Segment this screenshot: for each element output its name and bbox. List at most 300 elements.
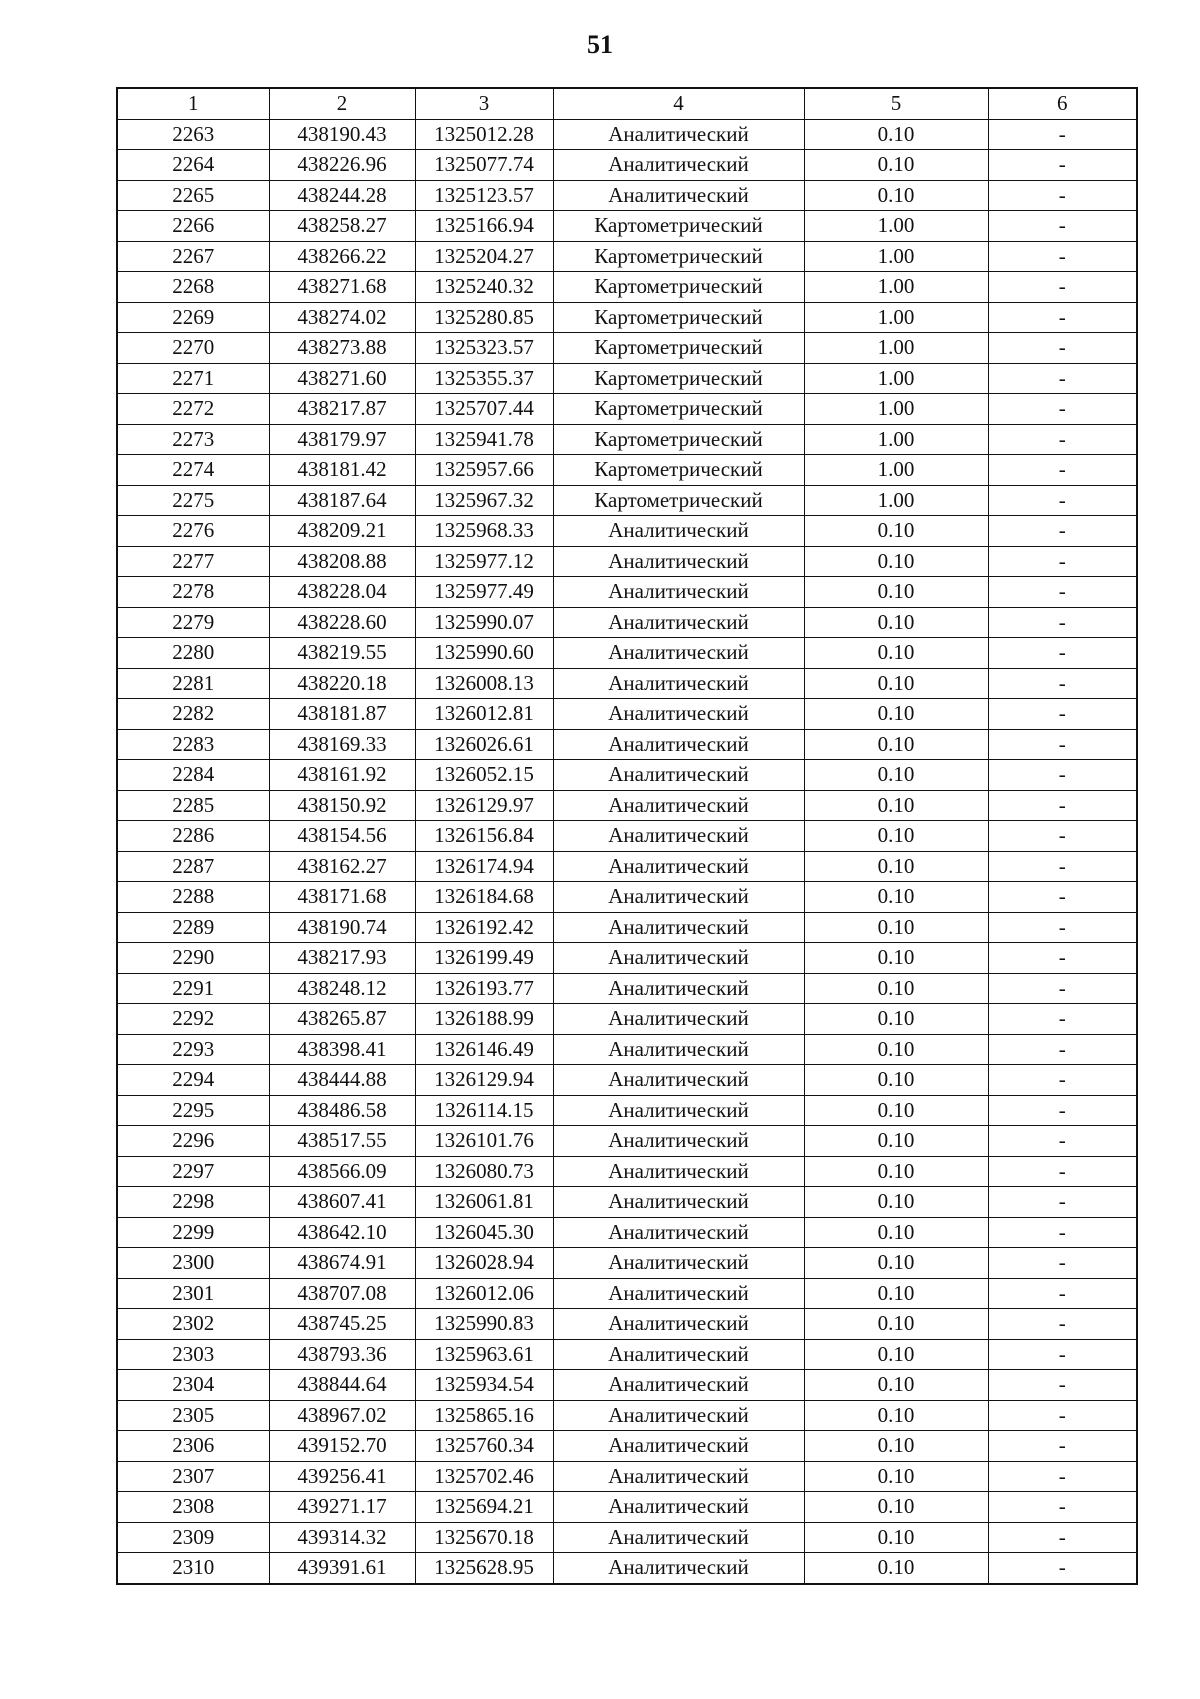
method-cell: Аналитический — [553, 851, 804, 882]
method-cell: Картометрический — [553, 211, 804, 242]
y-coordinate-cell: 1325012.28 — [415, 119, 553, 150]
note-cell: - — [988, 516, 1137, 547]
y-coordinate-cell: 1325077.74 — [415, 150, 553, 181]
x-coordinate-cell: 438265.87 — [269, 1004, 415, 1035]
note-cell: - — [988, 699, 1137, 730]
method-cell: Аналитический — [553, 1370, 804, 1401]
x-coordinate-cell: 438209.21 — [269, 516, 415, 547]
point-number-cell: 2281 — [117, 668, 269, 699]
note-cell: - — [988, 1431, 1137, 1462]
y-coordinate-cell: 1326184.68 — [415, 882, 553, 913]
x-coordinate-cell: 438274.02 — [269, 302, 415, 333]
accuracy-cell: 1.00 — [804, 333, 988, 364]
point-number-cell: 2304 — [117, 1370, 269, 1401]
table-row — [117, 1278, 1137, 1309]
y-coordinate-cell: 1325990.60 — [415, 638, 553, 669]
note-cell: - — [988, 1065, 1137, 1096]
point-number-cell: 2282 — [117, 699, 269, 730]
accuracy-cell: 0.10 — [804, 790, 988, 821]
note-cell: - — [988, 1309, 1137, 1340]
method-cell: Картометрический — [553, 485, 804, 516]
accuracy-cell: 0.10 — [804, 1553, 988, 1584]
method-cell: Аналитический — [553, 668, 804, 699]
coordinates-table — [116, 87, 1138, 1585]
y-coordinate-cell: 1326188.99 — [415, 1004, 553, 1035]
point-number-cell: 2293 — [117, 1034, 269, 1065]
note-cell: - — [988, 119, 1137, 150]
method-cell: Аналитический — [553, 943, 804, 974]
x-coordinate-cell: 439256.41 — [269, 1461, 415, 1492]
point-number-cell: 2292 — [117, 1004, 269, 1035]
y-coordinate-cell: 1326156.84 — [415, 821, 553, 852]
x-coordinate-cell: 438187.64 — [269, 485, 415, 516]
accuracy-cell: 1.00 — [804, 272, 988, 303]
note-cell: - — [988, 1522, 1137, 1553]
accuracy-cell: 1.00 — [804, 363, 988, 394]
accuracy-cell: 1.00 — [804, 455, 988, 486]
accuracy-cell: 1.00 — [804, 394, 988, 425]
note-cell: - — [988, 668, 1137, 699]
point-number-cell: 2284 — [117, 760, 269, 791]
y-coordinate-cell: 1326012.06 — [415, 1278, 553, 1309]
note-cell: - — [988, 424, 1137, 455]
point-number-cell: 2294 — [117, 1065, 269, 1096]
accuracy-cell: 0.10 — [804, 150, 988, 181]
table-row — [117, 943, 1137, 974]
y-coordinate-cell: 1325628.95 — [415, 1553, 553, 1584]
x-coordinate-cell: 438517.55 — [269, 1126, 415, 1157]
note-cell: - — [988, 790, 1137, 821]
accuracy-cell: 1.00 — [804, 211, 988, 242]
y-coordinate-cell: 1325355.37 — [415, 363, 553, 394]
x-coordinate-cell: 438179.97 — [269, 424, 415, 455]
y-coordinate-cell: 1326192.42 — [415, 912, 553, 943]
y-coordinate-cell: 1326012.81 — [415, 699, 553, 730]
table-row — [117, 394, 1137, 425]
method-cell: Аналитический — [553, 119, 804, 150]
method-cell: Аналитический — [553, 516, 804, 547]
method-cell: Аналитический — [553, 1492, 804, 1523]
x-coordinate-cell: 438844.64 — [269, 1370, 415, 1401]
note-cell: - — [988, 1217, 1137, 1248]
table-row — [117, 485, 1137, 516]
accuracy-cell: 1.00 — [804, 424, 988, 455]
point-number-cell: 2306 — [117, 1431, 269, 1462]
y-coordinate-cell: 1326129.94 — [415, 1065, 553, 1096]
point-number-cell: 2309 — [117, 1522, 269, 1553]
accuracy-cell: 0.10 — [804, 1187, 988, 1218]
note-cell: - — [988, 729, 1137, 760]
note-cell: - — [988, 638, 1137, 669]
table-row — [117, 729, 1137, 760]
x-coordinate-cell: 438190.43 — [269, 119, 415, 150]
note-cell: - — [988, 1339, 1137, 1370]
accuracy-cell: 0.10 — [804, 1370, 988, 1401]
point-number-cell: 2299 — [117, 1217, 269, 1248]
accuracy-cell: 0.10 — [804, 1309, 988, 1340]
note-cell: - — [988, 272, 1137, 303]
x-coordinate-cell: 438486.58 — [269, 1095, 415, 1126]
method-cell: Аналитический — [553, 1004, 804, 1035]
column-header: 3 — [415, 88, 553, 119]
y-coordinate-cell: 1325934.54 — [415, 1370, 553, 1401]
point-number-cell: 2297 — [117, 1156, 269, 1187]
point-number-cell: 2277 — [117, 546, 269, 577]
method-cell: Аналитический — [553, 607, 804, 638]
point-number-cell: 2264 — [117, 150, 269, 181]
accuracy-cell: 0.10 — [804, 912, 988, 943]
note-cell: - — [988, 150, 1137, 181]
table-row — [117, 516, 1137, 547]
method-cell: Аналитический — [553, 821, 804, 852]
accuracy-cell: 0.10 — [804, 760, 988, 791]
table-row — [117, 119, 1137, 150]
column-header: 2 — [269, 88, 415, 119]
method-cell: Аналитический — [553, 180, 804, 211]
y-coordinate-cell: 1326061.81 — [415, 1187, 553, 1218]
point-number-cell: 2272 — [117, 394, 269, 425]
x-coordinate-cell: 438219.55 — [269, 638, 415, 669]
method-cell: Аналитический — [553, 729, 804, 760]
table-header-row — [117, 88, 1137, 119]
method-cell: Аналитический — [553, 1400, 804, 1431]
point-number-cell: 2275 — [117, 485, 269, 516]
accuracy-cell: 0.10 — [804, 973, 988, 1004]
note-cell: - — [988, 607, 1137, 638]
note-cell: - — [988, 363, 1137, 394]
table-row — [117, 760, 1137, 791]
method-cell: Аналитический — [553, 1431, 804, 1462]
method-cell: Аналитический — [553, 1339, 804, 1370]
x-coordinate-cell: 438793.36 — [269, 1339, 415, 1370]
accuracy-cell: 0.10 — [804, 1248, 988, 1279]
accuracy-cell: 0.10 — [804, 1278, 988, 1309]
table-row — [117, 150, 1137, 181]
x-coordinate-cell: 438217.87 — [269, 394, 415, 425]
point-number-cell: 2279 — [117, 607, 269, 638]
table-row — [117, 1339, 1137, 1370]
x-coordinate-cell: 438171.68 — [269, 882, 415, 913]
table-row — [117, 577, 1137, 608]
y-coordinate-cell: 1326026.61 — [415, 729, 553, 760]
table-row — [117, 455, 1137, 486]
note-cell: - — [988, 455, 1137, 486]
x-coordinate-cell: 438642.10 — [269, 1217, 415, 1248]
point-number-cell: 2289 — [117, 912, 269, 943]
x-coordinate-cell: 438244.28 — [269, 180, 415, 211]
note-cell: - — [988, 1187, 1137, 1218]
y-coordinate-cell: 1325166.94 — [415, 211, 553, 242]
point-number-cell: 2300 — [117, 1248, 269, 1279]
y-coordinate-cell: 1326129.97 — [415, 790, 553, 821]
point-number-cell: 2307 — [117, 1461, 269, 1492]
y-coordinate-cell: 1325865.16 — [415, 1400, 553, 1431]
method-cell: Аналитический — [553, 1217, 804, 1248]
x-coordinate-cell: 438228.60 — [269, 607, 415, 638]
note-cell: - — [988, 912, 1137, 943]
x-coordinate-cell: 438208.88 — [269, 546, 415, 577]
note-cell: - — [988, 211, 1137, 242]
x-coordinate-cell: 439391.61 — [269, 1553, 415, 1584]
column-header: 4 — [553, 88, 804, 119]
accuracy-cell: 0.10 — [804, 577, 988, 608]
point-number-cell: 2271 — [117, 363, 269, 394]
table-row — [117, 1400, 1137, 1431]
note-cell: - — [988, 1461, 1137, 1492]
method-cell: Аналитический — [553, 1065, 804, 1096]
table-row — [117, 424, 1137, 455]
table-row — [117, 546, 1137, 577]
note-cell: - — [988, 333, 1137, 364]
method-cell: Аналитический — [553, 1034, 804, 1065]
y-coordinate-cell: 1325760.34 — [415, 1431, 553, 1462]
point-number-cell: 2268 — [117, 272, 269, 303]
y-coordinate-cell: 1325941.78 — [415, 424, 553, 455]
accuracy-cell: 0.10 — [804, 1339, 988, 1370]
y-coordinate-cell: 1326114.15 — [415, 1095, 553, 1126]
point-number-cell: 2276 — [117, 516, 269, 547]
method-cell: Аналитический — [553, 1156, 804, 1187]
point-number-cell: 2302 — [117, 1309, 269, 1340]
accuracy-cell: 0.10 — [804, 668, 988, 699]
method-cell: Картометрический — [553, 272, 804, 303]
x-coordinate-cell: 438674.91 — [269, 1248, 415, 1279]
method-cell: Аналитический — [553, 577, 804, 608]
method-cell: Картометрический — [553, 363, 804, 394]
y-coordinate-cell: 1325240.32 — [415, 272, 553, 303]
y-coordinate-cell: 1325990.07 — [415, 607, 553, 638]
method-cell: Аналитический — [553, 760, 804, 791]
accuracy-cell: 0.10 — [804, 1461, 988, 1492]
table-row — [117, 1034, 1137, 1065]
y-coordinate-cell: 1325977.12 — [415, 546, 553, 577]
accuracy-cell: 0.10 — [804, 851, 988, 882]
y-coordinate-cell: 1325990.83 — [415, 1309, 553, 1340]
y-coordinate-cell: 1325957.66 — [415, 455, 553, 486]
accuracy-cell: 0.10 — [804, 943, 988, 974]
note-cell: - — [988, 1400, 1137, 1431]
point-number-cell: 2301 — [117, 1278, 269, 1309]
x-coordinate-cell: 438181.87 — [269, 699, 415, 730]
y-coordinate-cell: 1325963.61 — [415, 1339, 553, 1370]
method-cell: Картометрический — [553, 424, 804, 455]
accuracy-cell: 0.10 — [804, 699, 988, 730]
table-row — [117, 1217, 1137, 1248]
x-coordinate-cell: 438266.22 — [269, 241, 415, 272]
y-coordinate-cell: 1326080.73 — [415, 1156, 553, 1187]
accuracy-cell: 0.10 — [804, 607, 988, 638]
column-header: 1 — [117, 88, 269, 119]
y-coordinate-cell: 1325977.49 — [415, 577, 553, 608]
table-row — [117, 821, 1137, 852]
accuracy-cell: 0.10 — [804, 1095, 988, 1126]
accuracy-cell: 0.10 — [804, 1492, 988, 1523]
point-number-cell: 2310 — [117, 1553, 269, 1584]
x-coordinate-cell: 438271.68 — [269, 272, 415, 303]
x-coordinate-cell: 438190.74 — [269, 912, 415, 943]
table-row — [117, 638, 1137, 669]
table-row — [117, 699, 1137, 730]
column-header: 5 — [804, 88, 988, 119]
x-coordinate-cell: 438228.04 — [269, 577, 415, 608]
note-cell: - — [988, 577, 1137, 608]
x-coordinate-cell: 438220.18 — [269, 668, 415, 699]
point-number-cell: 2266 — [117, 211, 269, 242]
y-coordinate-cell: 1325204.27 — [415, 241, 553, 272]
x-coordinate-cell: 438150.92 — [269, 790, 415, 821]
accuracy-cell: 0.10 — [804, 882, 988, 913]
x-coordinate-cell: 438217.93 — [269, 943, 415, 974]
table-row — [117, 272, 1137, 303]
point-number-cell: 2286 — [117, 821, 269, 852]
x-coordinate-cell: 439271.17 — [269, 1492, 415, 1523]
y-coordinate-cell: 1326008.13 — [415, 668, 553, 699]
point-number-cell: 2287 — [117, 851, 269, 882]
y-coordinate-cell: 1326146.49 — [415, 1034, 553, 1065]
note-cell: - — [988, 973, 1137, 1004]
point-number-cell: 2303 — [117, 1339, 269, 1370]
note-cell: - — [988, 760, 1137, 791]
accuracy-cell: 0.10 — [804, 1522, 988, 1553]
y-coordinate-cell: 1325280.85 — [415, 302, 553, 333]
point-number-cell: 2296 — [117, 1126, 269, 1157]
method-cell: Картометрический — [553, 455, 804, 486]
x-coordinate-cell: 438154.56 — [269, 821, 415, 852]
x-coordinate-cell: 439152.70 — [269, 1431, 415, 1462]
note-cell: - — [988, 1370, 1137, 1401]
point-number-cell: 2274 — [117, 455, 269, 486]
table-row — [117, 851, 1137, 882]
note-cell: - — [988, 1034, 1137, 1065]
method-cell: Аналитический — [553, 1187, 804, 1218]
table-row — [117, 1431, 1137, 1462]
note-cell: - — [988, 180, 1137, 211]
x-coordinate-cell: 438967.02 — [269, 1400, 415, 1431]
point-number-cell: 2270 — [117, 333, 269, 364]
y-coordinate-cell: 1325123.57 — [415, 180, 553, 211]
column-header: 6 — [988, 88, 1137, 119]
page-number: 51 — [587, 30, 613, 59]
y-coordinate-cell: 1326101.76 — [415, 1126, 553, 1157]
x-coordinate-cell: 438745.25 — [269, 1309, 415, 1340]
accuracy-cell: 0.10 — [804, 1217, 988, 1248]
note-cell: - — [988, 943, 1137, 974]
note-cell: - — [988, 1095, 1137, 1126]
table-row — [117, 1095, 1137, 1126]
accuracy-cell: 0.10 — [804, 546, 988, 577]
table-row — [117, 607, 1137, 638]
note-cell: - — [988, 241, 1137, 272]
accuracy-cell: 0.10 — [804, 1400, 988, 1431]
method-cell: Аналитический — [553, 1461, 804, 1492]
y-coordinate-cell: 1326028.94 — [415, 1248, 553, 1279]
table-row — [117, 363, 1137, 394]
method-cell: Аналитический — [553, 1278, 804, 1309]
x-coordinate-cell: 438566.09 — [269, 1156, 415, 1187]
note-cell: - — [988, 485, 1137, 516]
note-cell: - — [988, 821, 1137, 852]
table-row — [117, 1309, 1137, 1340]
accuracy-cell: 1.00 — [804, 241, 988, 272]
method-cell: Картометрический — [553, 241, 804, 272]
x-coordinate-cell: 438258.27 — [269, 211, 415, 242]
note-cell: - — [988, 302, 1137, 333]
point-number-cell: 2283 — [117, 729, 269, 760]
accuracy-cell: 0.10 — [804, 516, 988, 547]
method-cell: Аналитический — [553, 1095, 804, 1126]
x-coordinate-cell: 438248.12 — [269, 973, 415, 1004]
accuracy-cell: 0.10 — [804, 1004, 988, 1035]
point-number-cell: 2298 — [117, 1187, 269, 1218]
table-row — [117, 1492, 1137, 1523]
note-cell: - — [988, 1553, 1137, 1584]
point-number-cell: 2267 — [117, 241, 269, 272]
method-cell: Аналитический — [553, 1553, 804, 1584]
table-row — [117, 912, 1137, 943]
method-cell: Аналитический — [553, 150, 804, 181]
table-row — [117, 302, 1137, 333]
y-coordinate-cell: 1325702.46 — [415, 1461, 553, 1492]
note-cell: - — [988, 1004, 1137, 1035]
method-cell: Аналитический — [553, 1126, 804, 1157]
x-coordinate-cell: 438444.88 — [269, 1065, 415, 1096]
accuracy-cell: 0.10 — [804, 1126, 988, 1157]
table-row — [117, 1522, 1137, 1553]
accuracy-cell: 0.10 — [804, 1034, 988, 1065]
table-row — [117, 973, 1137, 1004]
point-number-cell: 2263 — [117, 119, 269, 150]
table-row — [117, 1065, 1137, 1096]
y-coordinate-cell: 1325707.44 — [415, 394, 553, 425]
method-cell: Аналитический — [553, 638, 804, 669]
y-coordinate-cell: 1326193.77 — [415, 973, 553, 1004]
table-row — [117, 241, 1137, 272]
table-row — [117, 1248, 1137, 1279]
note-cell: - — [988, 1278, 1137, 1309]
accuracy-cell: 1.00 — [804, 485, 988, 516]
method-cell: Аналитический — [553, 882, 804, 913]
point-number-cell: 2305 — [117, 1400, 269, 1431]
y-coordinate-cell: 1325967.32 — [415, 485, 553, 516]
point-number-cell: 2291 — [117, 973, 269, 1004]
point-number-cell: 2269 — [117, 302, 269, 333]
accuracy-cell: 0.10 — [804, 729, 988, 760]
table-row — [117, 211, 1137, 242]
x-coordinate-cell: 438398.41 — [269, 1034, 415, 1065]
method-cell: Аналитический — [553, 912, 804, 943]
table-row — [117, 333, 1137, 364]
note-cell: - — [988, 394, 1137, 425]
point-number-cell: 2290 — [117, 943, 269, 974]
table-row — [117, 790, 1137, 821]
x-coordinate-cell: 439314.32 — [269, 1522, 415, 1553]
point-number-cell: 2273 — [117, 424, 269, 455]
accuracy-cell: 0.10 — [804, 1431, 988, 1462]
point-number-cell: 2288 — [117, 882, 269, 913]
accuracy-cell: 0.10 — [804, 821, 988, 852]
table-row — [117, 1004, 1137, 1035]
note-cell: - — [988, 1248, 1137, 1279]
method-cell: Картометрический — [553, 394, 804, 425]
method-cell: Аналитический — [553, 1248, 804, 1279]
x-coordinate-cell: 438181.42 — [269, 455, 415, 486]
method-cell: Картометрический — [553, 302, 804, 333]
accuracy-cell: 1.00 — [804, 302, 988, 333]
x-coordinate-cell: 438707.08 — [269, 1278, 415, 1309]
table-row — [117, 1156, 1137, 1187]
note-cell: - — [988, 882, 1137, 913]
y-coordinate-cell: 1325968.33 — [415, 516, 553, 547]
